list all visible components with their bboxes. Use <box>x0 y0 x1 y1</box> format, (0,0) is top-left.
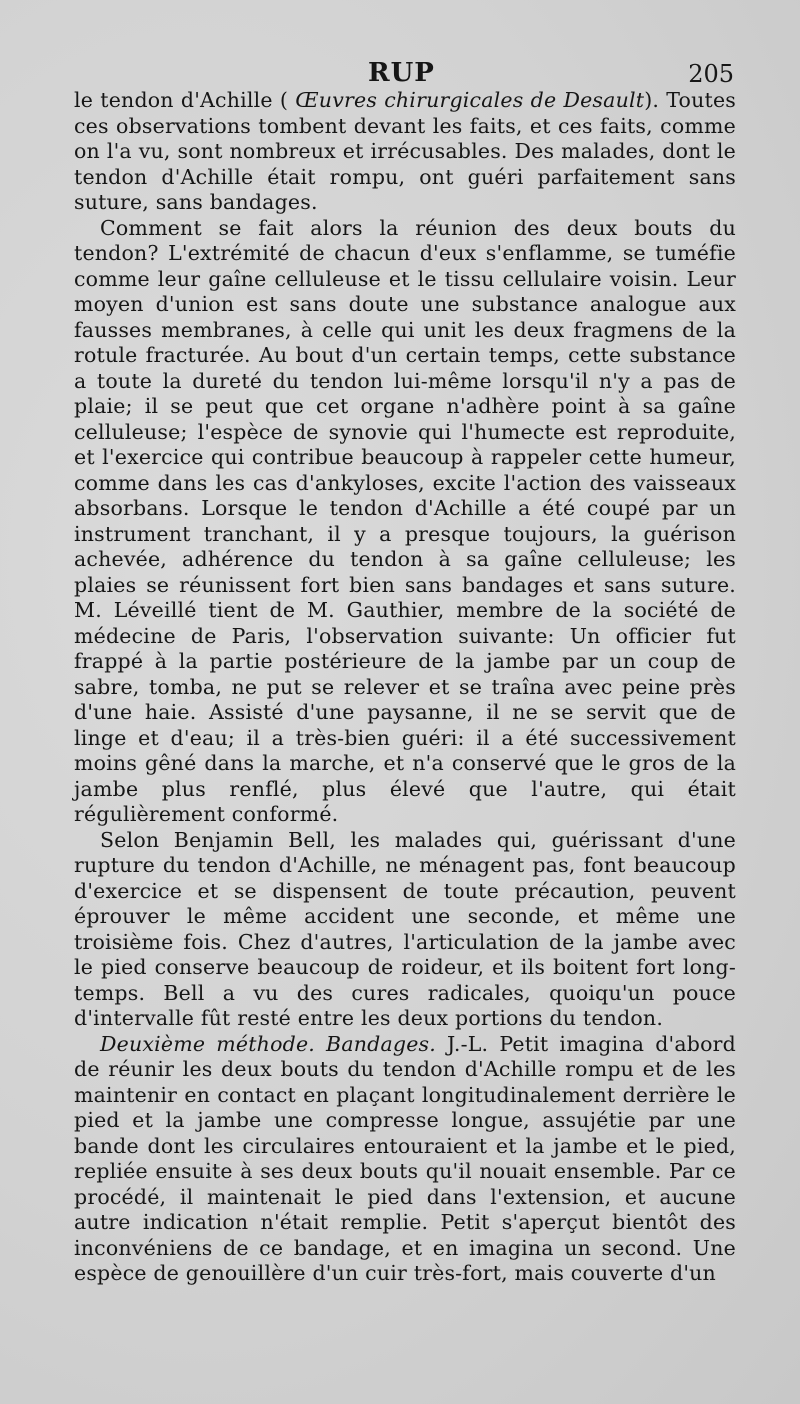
running-head: RUP <box>368 58 435 88</box>
paragraph-1-start: le tendon d'Achille ( <box>74 88 296 112</box>
paragraph-4 <box>74 1032 736 1287</box>
section-heading: Deuxième méthode. Bandages. <box>100 1031 436 1056</box>
paragraph-2: Comment se fait alors la réunion des deux bouts du tendon? L'extrémité de chacun d'eux s'enflamme, se tuméfie comme leur gaîne celluleuse et le tissu cellulaire voisin. Leur moyen d'union est sans doute une substance analogue aux fausses membranes, à celle qui unit les deux fragmens de la rotule fracturée. Au bout d'un certain temps, cette substance a toute la dureté du tendon lui-même lorsqu'il n'y a pas de plaie; il se peut que cet organe n'adhère point à sa gaîne celluleuse; l'espèce de synovie qui l'humecte est reproduite, et l'exercice qui contribue beaucoup à rappeler cette humeur, comme dans les cas d'ankyloses, excite l'action des vaisseaux absorbans. Lorsque le tendon d'Achille a été coupé par un instrument tranchant, il y a presque toujours, la guérison achevée, adhérence du tendon à sa gaîne celluleuse; les plaies se réunissent fort bien sans bandages et sans suture. M. Léveillé tient de M. Gauthier, membre de la société de médecine de Paris, l'observation suivante: Un officier fut frappé à la partie postérieure de la jambe par un coup de sabre, tomba, ne put se relever et se traîna avec peine près d'une haie. Assisté d'une paysanne, il ne se servit que de linge et d'eau; il a très-bien guéri: il a été successivement moins gêné dans la marche, et n'a conservé que le gros de la jambe plus renflé, plus élevé que l'autre, qui était régulièrement conformé. <box>74 215 736 826</box>
paragraph-1-rest: ). Toutes ces observations tombent devant les faits, et ces faits, comme on l'a vu, sont nombreux et irrécusables. Des malades, dont le tendon d'Achille était rompu, ont guéri parfaitement sans suture, sans bandages. <box>74 88 736 214</box>
paragraph-4-rest: J.-L. Petit imagina d'abord de réunir les deux bouts du tendon d'Achille rompu et de les maintenir en contact en plaçant longitudinalement derrière le pied et la jambe une compresse longue, assujétie par une bande dont les circulaires entouraient et la jambe et le pied, repliée ensuite à ses deux bouts qu'il nouait ensemble. Par ce procédé, il maintenait le pied dans l'extension, et aucune autre indication n'était remplie. Petit s'aperçut bientôt des inconvéniens de ce bandage, et en imagina un second. Une espèce de genouillère d'un cuir très-fort, mais couverte d'un <box>74 1031 736 1285</box>
paragraph-1 <box>74 88 736 216</box>
body-text <box>74 88 736 1287</box>
citation-title: Œuvres chirurgicales de Desault <box>295 88 645 112</box>
paragraph-3: Selon Benjamin Bell, les malades qui, guérissant d'une rupture du tendon d'Achille, ne ménagent pas, font beaucoup d'exercice et se dispensent de toute précaution, peuvent éprouver le même accident une seconde, et même une troisième fois. Chez d'autres, l'articulation de la jambe avec le pied conserve beaucoup de roideur, et ils boitent fort long-temps. Bell a vu des cures radicales, quoiqu'un pouce d'intervalle fût resté entre les deux portions du tendon. <box>74 827 736 1030</box>
page-number: 205 <box>688 60 734 88</box>
